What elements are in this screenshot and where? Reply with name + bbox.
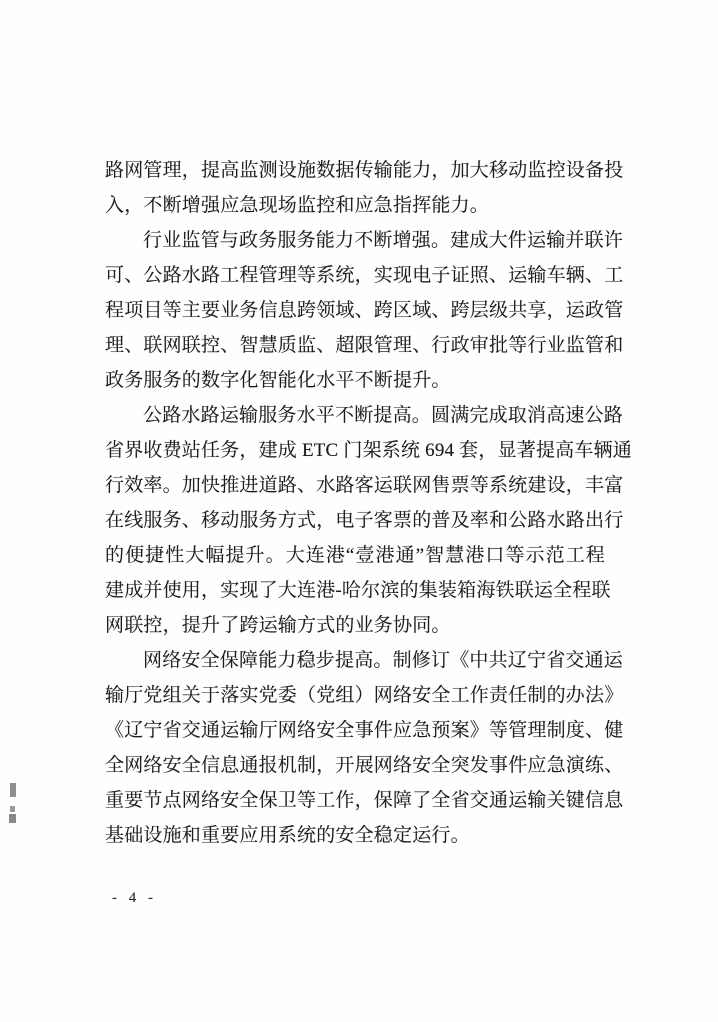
- text-line: 公路水路运输服务水平不断提高。圆满完成取消高速公路: [143, 405, 624, 426]
- text-line: 的便捷性大幅提升。大连港“壹港通”智慧港口等示范工程: [105, 545, 605, 566]
- scan-artifact-mark: [9, 814, 16, 823]
- text-line: 政务服务的数字化智能化水平不断提升。: [105, 370, 451, 391]
- scan-artifact-mark: [10, 783, 16, 797]
- page-number: - 4 -: [112, 890, 157, 906]
- text-line: 行业监管与政务服务能力不断增强。建成大件运输并联许: [143, 230, 624, 251]
- text-line: 行效率。加快推进道路、水路客运联网售票等系统建设，丰富: [105, 475, 624, 496]
- text-line: 入，不断增强应急现场监控和应急指挥能力。: [105, 195, 490, 216]
- text-line: 理、联网联控、智慧质监、超限管理、行政审批等行业监管和: [105, 335, 624, 356]
- document-body: [105, 153, 632, 853]
- text-line: 重要节点网络安全保卫等工作，保障了全省交通运输关键信息: [105, 790, 624, 811]
- text-line: 在线服务、移动服务方式，电子客票的普及率和公路水路出行: [105, 510, 624, 531]
- text-line: 输厅党组关于落实党委（党组）网络安全工作责任制的办法》: [105, 685, 624, 706]
- text-line: 省界收费站任务，建成 ETC 门架系统 694 套，显著提高车辆通: [105, 440, 632, 461]
- text-line: 建成并使用，实现了大连港-哈尔滨的集装箱海铁联运全程联: [105, 580, 611, 601]
- text-line: 网络安全保障能力稳步提高。制修订《中共辽宁省交通运: [143, 650, 624, 671]
- text-line: 路网管理，提高监测设施数据传输能力，加大移动监控设备投: [105, 160, 624, 181]
- text-line: 《辽宁省交通运输厅网络安全事件应急预案》等管理制度、健: [105, 720, 624, 741]
- text-line: 程项目等主要业务信息跨领域、跨区域、跨层级共享，运政管: [105, 300, 624, 321]
- text-line: 网联控，提升了跨运输方式的业务协同。: [105, 615, 451, 636]
- text-line: 基础设施和重要应用系统的安全稳定运行。: [105, 825, 470, 846]
- scan-artifact-mark: [10, 806, 15, 812]
- text-line: 全网络安全信息通报机制，开展网络安全突发事件应急演练、: [105, 755, 624, 776]
- text-line: 可、公路水路工程管理等系统，实现电子证照、运输车辆、工: [105, 265, 624, 286]
